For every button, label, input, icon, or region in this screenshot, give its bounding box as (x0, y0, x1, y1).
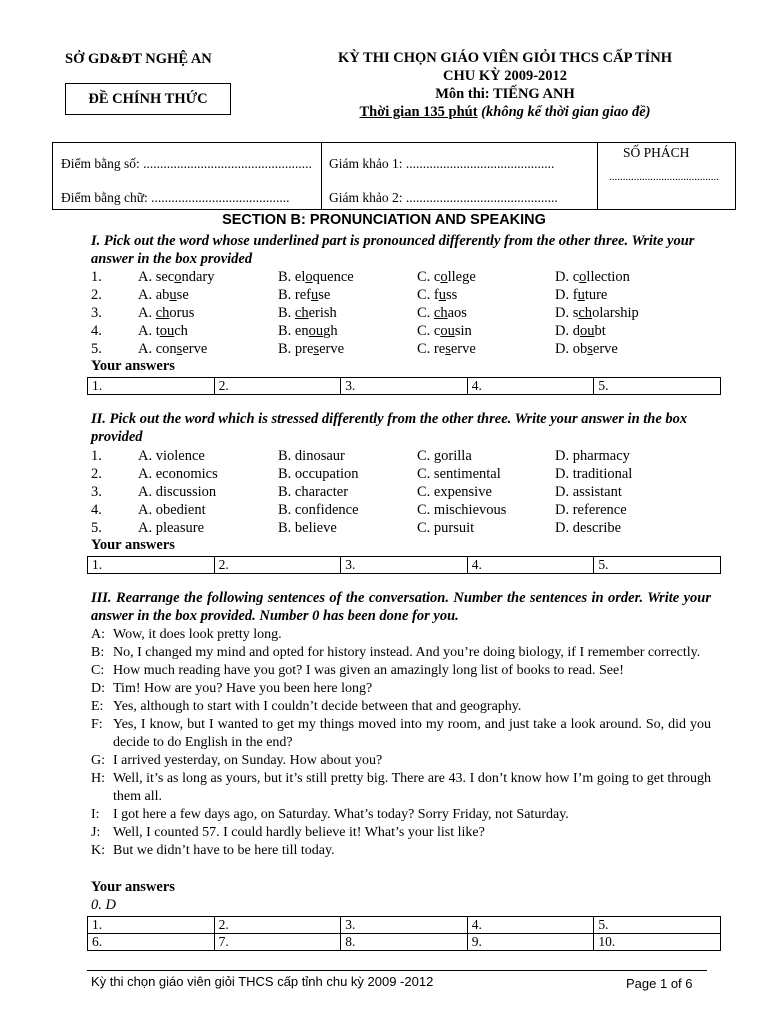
question-number: 5. (91, 341, 102, 357)
option-d: D. traditional (555, 466, 633, 482)
option-b: B. believe (278, 520, 337, 536)
dialog-text: I arrived yesterday, on Sunday. How about you? (113, 753, 383, 768)
question-number: 4. (91, 323, 102, 339)
exam-subject: Môn thi: TIẾNG ANH (435, 86, 575, 102)
answer-cell[interactable]: 9. (467, 934, 594, 951)
footer-divider (87, 970, 707, 971)
exam-title: KỲ THI CHỌN GIÁO VIÊN GIỎI THCS CẤP TỈNH (337, 50, 673, 66)
option-b: B. enough (278, 323, 338, 339)
answer-cell[interactable]: 2. (214, 917, 341, 934)
part2-instruction: II. Pick out the word which is stressed differently from the other three. Write your answer in the box provided (91, 411, 688, 445)
dialog-label: A: (91, 627, 105, 642)
dialog-line (91, 842, 711, 860)
option-b: B. occupation (278, 466, 359, 482)
option-a: A. discussion (138, 484, 217, 500)
answer-cell[interactable]: 8. (341, 934, 468, 951)
dialog-label: E: (91, 699, 104, 714)
answer-cell[interactable]: 4. (467, 378, 594, 395)
option-d: D. describe (555, 520, 622, 536)
exam-time (290, 103, 720, 121)
question-number: 3. (91, 484, 102, 500)
option-a: A. violence (138, 448, 205, 464)
dialog-text: Wow, it does look pretty long. (113, 627, 282, 642)
dialog-text: Yes, I know, but I wanted to get my things moved into my room, and just take a look around. So, did you decide to do English in the end? (113, 717, 711, 750)
option-b: B. preserve (278, 341, 345, 357)
option-d: D. reference (555, 502, 627, 518)
part2-answers-label: Your answers (91, 537, 175, 553)
option-a: A. obedient (138, 502, 206, 518)
option-a: A. pleasure (138, 520, 205, 536)
dialog-label: J: (91, 825, 101, 840)
dialog-line (91, 716, 711, 752)
score-number-field: Điểm bằng số: .................................................. (61, 156, 312, 171)
department-name: SỞ GD&ĐT NGHỆ AN (65, 51, 212, 67)
option-c: C. pursuit (417, 520, 475, 536)
option-d: D. doubt (555, 323, 606, 339)
option-b: B. refuse (278, 287, 331, 303)
dialog-line (91, 680, 711, 698)
answer-cell[interactable]: 5. (594, 557, 721, 574)
dialog-label: B: (91, 645, 105, 660)
official-exam-box: ĐỀ CHÍNH THỨC (65, 83, 231, 115)
answer-cell[interactable]: 2. (214, 557, 341, 574)
score-word-field: Điểm bằng chữ: ......................................... (61, 190, 290, 205)
option-d: D. pharmacy (555, 448, 630, 464)
option-d: D. collection (555, 269, 630, 285)
footer-text: Kỳ thi chọn giáo viên giỏi THCS cấp tỉnh chu kỳ 2009 -2012 (91, 974, 434, 989)
so-phach-dots: ........................................ (609, 171, 719, 183)
answer-cell[interactable]: 1. (88, 378, 215, 395)
examiner2-field: Giám khảo 2: ............................................. (329, 190, 558, 205)
part1-instruction: I. Pick out the word whose underlined part is pronounced differently from the other three. Write your answer in the box provided (91, 233, 695, 267)
dialog-label: H: (91, 771, 105, 786)
answer-cell[interactable]: 2. (214, 378, 341, 395)
answer-cell[interactable]: 5. (594, 917, 721, 934)
dialog-line (91, 752, 711, 770)
option-a: A. chorus (138, 305, 195, 321)
option-a: A. abuse (138, 287, 189, 303)
dialog-text: But we didn’t have to be here till today. (113, 843, 335, 858)
dialog-label: I: (91, 807, 100, 822)
question-number: 2. (91, 466, 102, 482)
exam-header (290, 49, 720, 121)
dialog-text: Yes, although to start with I couldn’t decide between that and geography. (113, 699, 522, 714)
answer-cell[interactable]: 1. (88, 557, 215, 574)
answer-cell[interactable]: 3. (341, 917, 468, 934)
dialog-line (91, 770, 711, 806)
option-b: B. confidence (278, 502, 359, 518)
answer-cell[interactable]: 3. (341, 557, 468, 574)
dialog-line (91, 824, 711, 842)
dialog-label: C: (91, 663, 105, 678)
score-table (52, 142, 736, 210)
question-number: 3. (91, 305, 102, 321)
answer-cell[interactable]: 6. (88, 934, 215, 951)
time-note: (không kể thời gian giao đề) (481, 104, 651, 120)
option-b: B. dinosaur (278, 448, 345, 464)
dialog-text: No, I changed my mind and opted for history instead. And you’re doing biology, if I remember correctly. (113, 645, 701, 660)
dialog-line (91, 662, 711, 680)
dialog-label: K: (91, 843, 105, 858)
page-number: Page 1 of 6 (626, 976, 693, 991)
conversation (91, 626, 711, 860)
exam-cycle: CHU KỲ 2009-2012 (442, 68, 568, 84)
part1-answers-label: Your answers (91, 358, 175, 374)
option-c: C. gorilla (417, 448, 472, 464)
option-a: A. conserve (138, 341, 208, 357)
option-c: C. mischievous (417, 502, 507, 518)
examiner1-field: Giám khảo 1: ............................................ (329, 156, 555, 171)
question-number: 1. (91, 269, 102, 285)
part2-answer-table (87, 556, 721, 574)
dialog-line (91, 644, 711, 662)
option-b: B. character (278, 484, 349, 500)
dialog-line (91, 626, 711, 644)
option-c: C. fuss (417, 287, 458, 303)
option-b: B. eloquence (278, 269, 354, 285)
option-d: D. assistant (555, 484, 622, 500)
option-d: D. scholarship (555, 305, 639, 321)
option-a: A. economics (138, 466, 218, 482)
dialog-label: G: (91, 753, 105, 768)
question-number: 2. (91, 287, 102, 303)
answer-cell[interactable]: 10. (594, 934, 721, 951)
answer-cell[interactable]: 7. (214, 934, 341, 951)
option-c: C. expensive (417, 484, 492, 500)
question-number: 5. (91, 520, 102, 536)
time-main: Thời gian 135 phút (359, 104, 478, 120)
dialog-label: D: (91, 681, 105, 696)
example-answer: 0. D (91, 897, 116, 913)
answer-cell[interactable]: 4. (467, 917, 594, 934)
dialog-text: Well, it’s as long as yours, but it’s still pretty big. There are 43. I don’t know how I’m going to get through them all. (113, 771, 711, 804)
question-number: 4. (91, 502, 102, 518)
option-d: D. observe (555, 341, 618, 357)
part3-answer-table (87, 916, 721, 951)
part1-answer-table (87, 377, 721, 395)
option-c: C. sentimental (417, 466, 501, 482)
answer-cell[interactable]: 4. (467, 557, 594, 574)
section-title: SECTION B: PRONUNCIATION AND SPEAKING (222, 212, 546, 228)
option-d: D. future (555, 287, 608, 303)
question-number: 1. (91, 448, 102, 464)
dialog-text: Tim! How are you? Have you been here long? (113, 681, 373, 696)
dialog-text: How much reading have you got? I was given an amazingly long list of books to read. See! (113, 663, 624, 678)
dialog-label: F: (91, 717, 103, 732)
option-b: B. cherish (278, 305, 337, 321)
dialog-text: I got here a few days ago, on Saturday. What’s today? Sorry Friday, not Saturday. (113, 807, 569, 822)
part3-answers-label: Your answers (91, 879, 175, 895)
option-a: A. touch (138, 323, 188, 339)
so-phach-label: SỐ PHÁCH (623, 145, 690, 160)
option-c: C. college (417, 269, 476, 285)
dialog-line (91, 698, 711, 716)
answer-cell[interactable]: 1. (88, 917, 215, 934)
dialog-line (91, 806, 711, 824)
answer-cell[interactable]: 3. (341, 378, 468, 395)
part3-instruction: III. Rearrange the following sentences of the conversation. Number the sentences in order. Write your answer in the box provided. Number 0 has been done for you. (91, 590, 711, 624)
dialog-text: Well, I counted 57. I could hardly believe it! What’s your list like? (113, 825, 485, 840)
option-c: C. chaos (417, 305, 467, 321)
answer-cell[interactable]: 5. (594, 378, 721, 395)
option-a: A. secondary (138, 269, 215, 285)
option-c: C. cousin (417, 323, 472, 339)
option-c: C. reserve (417, 341, 476, 357)
